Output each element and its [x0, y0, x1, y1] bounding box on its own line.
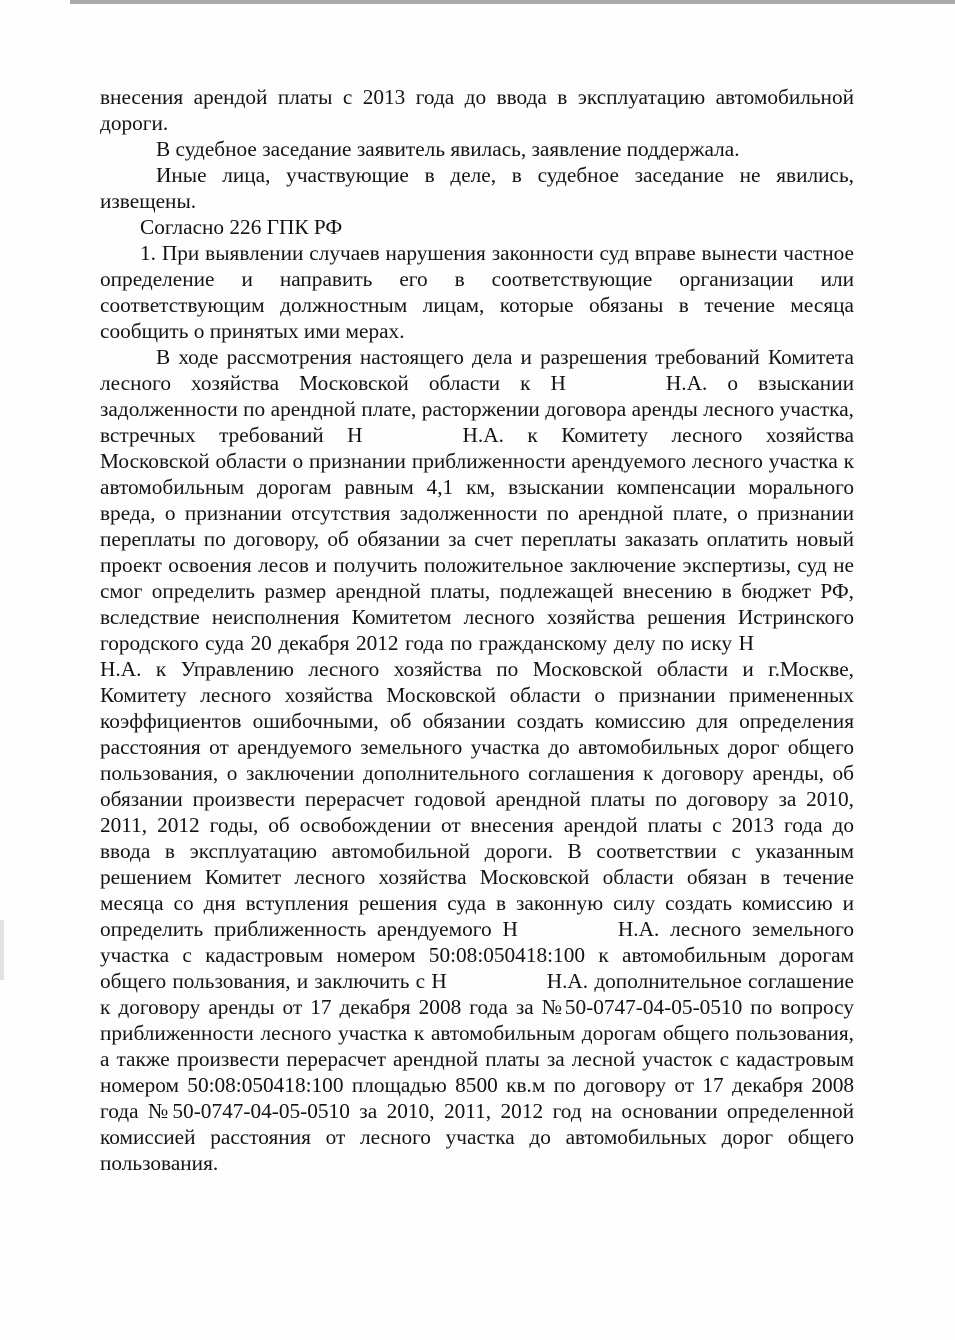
paragraph-others: Иные лица, участвующие в деле, в судебное заседание не явились, извещены.	[100, 163, 854, 213]
paragraph-according: Согласно 226 ГПК РФ	[140, 215, 343, 239]
paragraph-appeared: В судебное заседание заявитель явилась, заявление поддержала.	[156, 137, 740, 161]
scan-top-edge	[70, 0, 955, 4]
main-text-4: Н.А. к Управлению лесного хозяйства по Московской области и г.Москве, Комитету лесного хозяйства Московской области о признании примененных коэффициентов ошибочными, об обязании создать комиссию для определения расстояния от арендуемого земельного участка до автомобильных дорог общего пользования, о заключении дополнительного соглашения к договору аренды, об обязании произвести перерасчет годовой арендной платы по договору за 2010, 2011, 2012 годы, об освобождении от внесения арендой платы с 2013 года до ввода в эксплуатацию автомобильной дороги. В соответствии с указанным решением Комитет лесного хозяйства Московской области обязан в течение месяца со дня вступления решения суда в законную силу создать комиссию и определить приближенность арендуемого Н	[100, 657, 854, 941]
main-text-5: Н.А. лесного земельного участка с кадастровым номером 50:08:050418:100 к автомобильным дорогам общего пользования, и заключить с Н	[100, 917, 854, 993]
scan-left-shadow	[0, 920, 4, 980]
paragraph-point-1: 1. При выявлении случаев нарушения законности суд вправе вынести частное определение и направить его в соответствующие организации или соответствующим должностным лицам, которые обязаны в течение месяца сообщить о принятых ими мерах.	[100, 241, 854, 343]
paragraph-main	[100, 344, 854, 1176]
main-text-3: Н.А. к Комитету лесного хозяйства Московской области о признании приближенности арендуемого лесного участка к автомобильным дорогам равным 4,1 км, взыскании компенсации морального вреда, о признании отсутствия задолженности по арендной плате, о признании переплаты по договору, об обязании за счет переплаты заказать оплатить новый проект освоения лесов и получить положительное заключение экспертизы, суд не смог определить размер арендной платы, подлежащей внесению в бюджет РФ, вследствие неисполнения Комитетом лесного хозяйства решения Истринского городского суда 20 декабря 2012 года по гражданскому делу по иску Н	[100, 423, 854, 655]
document-text	[100, 84, 854, 1176]
main-text-1: В ходе рассмотрения настоящего дела и разрешения требований Комитета лесного хозяйства Московской области к Н	[100, 345, 854, 395]
main-text-6: Н.А. дополнительное соглашение к договору аренды от 17 декабря 2008 года за №50-0747-04-05-0510 по вопросу приближенности лесного участка к автомобильным дорогам общего пользования, а также произвести перерасчет арендной платы за лесной участок с кадастровым номером 50:08:050418:100 площадью 8500 кв.м по договору от 17 декабря 2008 года №50-0747-04-05-0510 за 2010, 2011, 2012 год на основании определенной комиссией расстояния от лесного участка до автомобильных дорог общего пользования.	[100, 969, 854, 1175]
main-text-2: Н.А. о взыскании задолженности по арендной плате, расторжении договора аренды лесного участка, встречных требований Н	[100, 371, 854, 447]
paragraph-intro: внесения арендой платы с 2013 года до ввода в эксплуатацию автомобильной дороги.	[100, 85, 854, 135]
